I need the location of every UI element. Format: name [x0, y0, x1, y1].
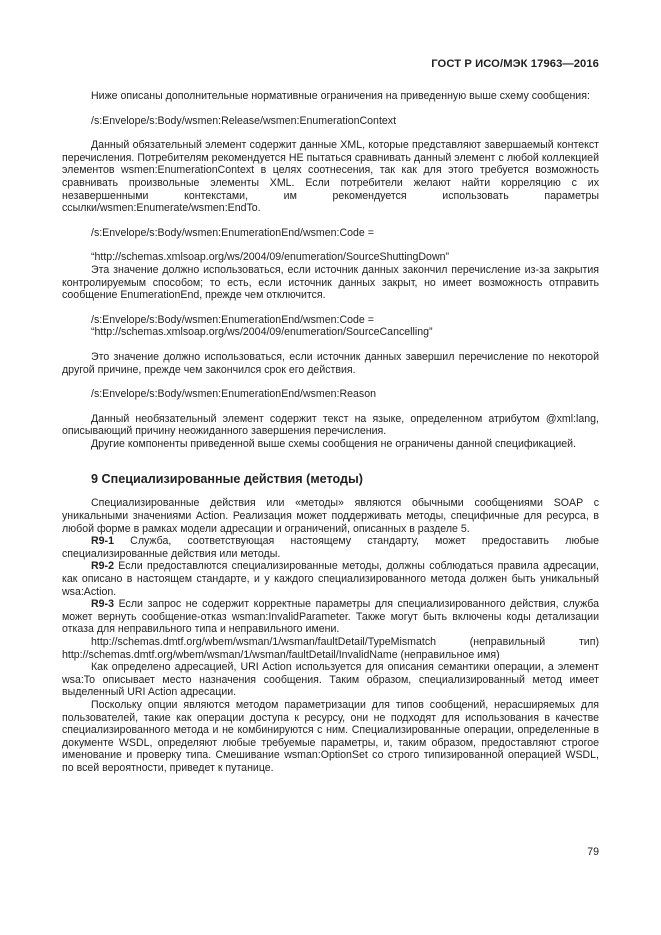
page-body [62, 90, 599, 775]
requirement-r9-2 [62, 560, 599, 598]
xpath-code-shutting-down: /s:Envelope/s:Body/wsmen:EnumerationEnd/wsmen:Code = [91, 226, 374, 239]
other-components-note: Другие компоненты приведенной выше схемы сообщения не ограничены данной спецификацией. [91, 437, 577, 450]
requirement-id: R9-1 [91, 535, 114, 548]
shutting-down-description: Эта значение должно использоваться, если источник данных закончил перечисление из-за закрытия контролируемым способом; то есть, если источник данных закрыт, но имеет возможность отправить сообщение EnumerationEnd, прежде чем отключится. [62, 263, 599, 302]
requirement-id: R9-3 [91, 598, 114, 611]
fault-detail-uris: http://schemas.dmtf.org/wbem/wsman/1/wsman/faultDetail/TypeMismatch (неправильный тип) http://schemas.dmtf.org/wbem/wsman/1/wsman/faultDetail/InvalidName (неправильное имя) [62, 636, 599, 661]
xpath-enumeration-context: /s:Envelope/s:Body/wsmen:Release/wsmen:EnumerationContext [91, 114, 397, 127]
requirement-id: R9-2 [91, 560, 114, 573]
requirement-r9-3 [62, 598, 599, 636]
intro-paragraph: Ниже описаны дополнительные нормативные ограничения на приведенную выше схему сообщения: [91, 90, 590, 102]
reason-description: Данный необязательный элемент содержит текст на языке, определенном атрибутом @xml:lang, описывающий причину неожиданного завершения перечисления. [62, 412, 599, 438]
cancelling-description: Это значение должно использоваться, если источник данных завершил перечисление по некоторой другой причине, прежде чем закончился срок его действия. [62, 350, 599, 376]
enumeration-context-description: Данный обязательный элемент содержит данные XML, которые представляют завершаемый контекст перечисления. Потребителям рекомендуется НЕ пытаться сравнивать данный элемент с любой коллекцией элементов wsmen:EnumerationContext в целях соотнесения, так как для этого требуется возможность сравнивать произвольные элементы XML. Если потребители желают найти корреляцию с их незавершенными контекстами, им рекомендуется использовать параметры ссылки/wsmen:Enumerate/wsmen:EndTo. [62, 139, 599, 215]
requirement-text: Служба, соответствующая настоящему стандарту, может предоставить любые специализированные действия или методы. [62, 535, 599, 560]
requirement-r9-1 [62, 535, 599, 560]
addressing-paragraph: Как определено адресацией, URI Action используется для описания семантики операции, а элемент wsa:To описывает место назначения сообщения. Таким образом, специализированный метод имеет выделенный URI Action адресации. [62, 661, 599, 699]
requirement-text: Если запрос не содержит корректные параметры для специализированного действия, служба может вернуть сообщение-отказ wsman:InvalidParameter. Также могут быть включены коды детализации отказа для неправильного типа и неправильного имени. [62, 598, 599, 636]
xpath-code-cancelling: /s:Envelope/s:Body/wsmen:EnumerationEnd/wsmen:Code = [91, 313, 374, 326]
document-id-header: ГОСТ Р ИСО/МЭК 17963—2016 [431, 58, 599, 70]
requirement-text: Если предоставлются специализированные методы, должны соблюдаться правила адресации, как описано в настоящем стандарте, и у каждого специализированного метода должен быть уникальный wsa:Action. [62, 560, 599, 598]
options-paragraph: Поскольку опции являются методом параметризации для типов сообщений, нерасширяемых для пользователей, такие как операции доступа к ресурсу, они не подходят для использования в качестве специализированного метода и не комбинируются с ним. Специализированные операции, определенные в документе WSDL, определяют любые требуемые параметры, и, таким образом, предоставляют строгое именование и проверку типа. Смешивание wsman:OptionSet со строго типизированной операцией WSDL, по всей вероятности, приведет к путанице. [62, 698, 599, 774]
page-number: 79 [587, 846, 599, 858]
uri-source-cancelling: “http://schemas.xmlsoap.org/ws/2004/09/enumeration/SourceCancelling” [91, 326, 433, 339]
uri-source-shutting-down: “http://schemas.xmlsoap.org/ws/2004/09/enumeration/SourceShuttingDown” [91, 251, 450, 264]
xpath-reason: /s:Envelope/s:Body/wsmen:EnumerationEnd/wsmen:Reason [91, 388, 377, 401]
section-intro-paragraph: Специализированные действия или «методы» являются обычными сообщениями SOAP с уникальными значениями Action. Реализация может поддерживать методы, специфичные для ресурса, в любой форме в рамках модели адресации и ограничений, описанных в разделе 5. [62, 497, 599, 535]
section-heading: 9 Специализированные действия (методы) [91, 472, 363, 487]
